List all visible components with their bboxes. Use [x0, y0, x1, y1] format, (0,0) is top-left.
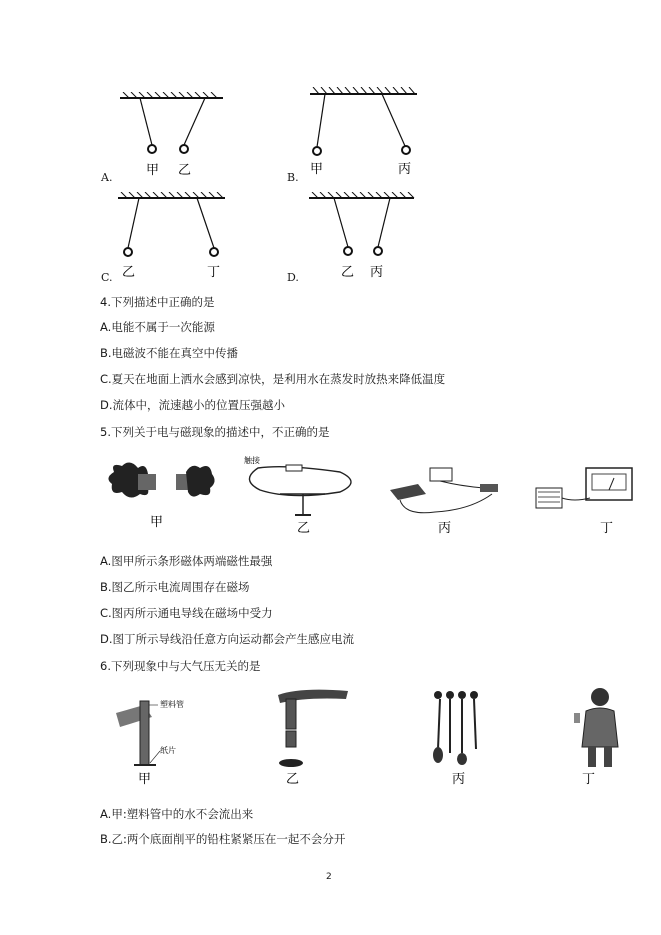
- figure-label: 丙: [438, 521, 452, 536]
- option-c-letter: C.: [101, 271, 113, 284]
- electromagnetism-figures: [100, 450, 645, 542]
- figure-label: 甲: [138, 772, 152, 787]
- air-pressure-figures: [100, 683, 630, 788]
- figure-label: 乙: [286, 772, 300, 787]
- pendulum-diagram-d: [306, 192, 421, 282]
- page-number: 2: [326, 872, 332, 882]
- option-c-figure: [113, 192, 233, 282]
- q4-choice-b: B.电磁波不能在真空中传播: [100, 346, 239, 360]
- plastic-tube-figure: [116, 699, 184, 787]
- q4-stem: 4.下列描述中正确的是: [100, 295, 215, 309]
- q6-figure-strip: [100, 683, 630, 788]
- q5-choice-d: D.图丁所示导线沿任意方向运动都会产生感应电流: [100, 632, 355, 646]
- tube-label: 塑料管: [160, 700, 184, 709]
- option-a-letter: A.: [101, 171, 113, 184]
- q4-choice-a: A.电能不属于一次能源: [100, 320, 215, 334]
- ball-label: 丙: [370, 265, 384, 280]
- oersted-figure: [244, 455, 351, 536]
- lead-cylinders-figure: [278, 690, 348, 787]
- option-d-figure: [306, 192, 421, 282]
- boy-drinking-figure: [574, 688, 618, 787]
- q5-choice-c: C.图丙所示通电导线在磁场中受力: [100, 606, 273, 620]
- ball-label: 丁: [207, 265, 221, 280]
- switch-label: 触接: [244, 456, 260, 465]
- ball-label: 乙: [341, 265, 355, 280]
- option-b-figure: [307, 87, 422, 182]
- figure-label: 甲: [150, 515, 164, 530]
- figure-label: 丁: [600, 521, 614, 536]
- q5-figure-strip: [100, 450, 645, 542]
- ball-label: 乙: [122, 265, 136, 280]
- bar-magnet-figure: [108, 462, 214, 530]
- option-b-letter: B.: [287, 171, 299, 184]
- ball-label: 丙: [398, 162, 412, 177]
- ball-label: 甲: [146, 163, 160, 178]
- suction-hooks-figure: [433, 691, 478, 787]
- q4-choice-c: C.夏天在地面上洒水会感到凉快，是利用水在蒸发时放热来降低温度: [100, 372, 446, 386]
- q6-choice-b: B.乙:两个底面削平的铅柱紧紧压在一起不会分开: [100, 832, 346, 846]
- q5-choice-a: A.图甲所示条形磁体两端磁性最强: [100, 554, 273, 568]
- figure-label: 丁: [582, 772, 596, 787]
- card-label: 纸片: [160, 746, 176, 755]
- q5-choice-b: B.图乙所示电流周围存在磁场: [100, 580, 250, 594]
- pendulum-diagram-a: [115, 92, 230, 182]
- q6-stem: 6.下列现象中与大气压无关的是: [100, 659, 261, 673]
- q6-choice-a: A.甲:塑料管中的水不会流出来: [100, 807, 254, 821]
- motor-figure: [390, 468, 498, 536]
- q5-stem: 5.下列关于电与磁现象的描述中，不正确的是: [100, 425, 330, 439]
- figure-label: 乙: [297, 521, 311, 536]
- pendulum-diagram-b: [307, 87, 422, 182]
- figure-label: 丙: [452, 772, 466, 787]
- ball-label: 甲: [310, 162, 324, 177]
- ball-label: 乙: [178, 163, 192, 178]
- q4-choice-d: D.流体中，流速越小的位置压强越小: [100, 398, 286, 412]
- option-d-letter: D.: [287, 271, 299, 284]
- pendulum-diagram-c: [113, 192, 233, 282]
- option-a-figure: [115, 92, 230, 182]
- induction-figure: [536, 468, 632, 536]
